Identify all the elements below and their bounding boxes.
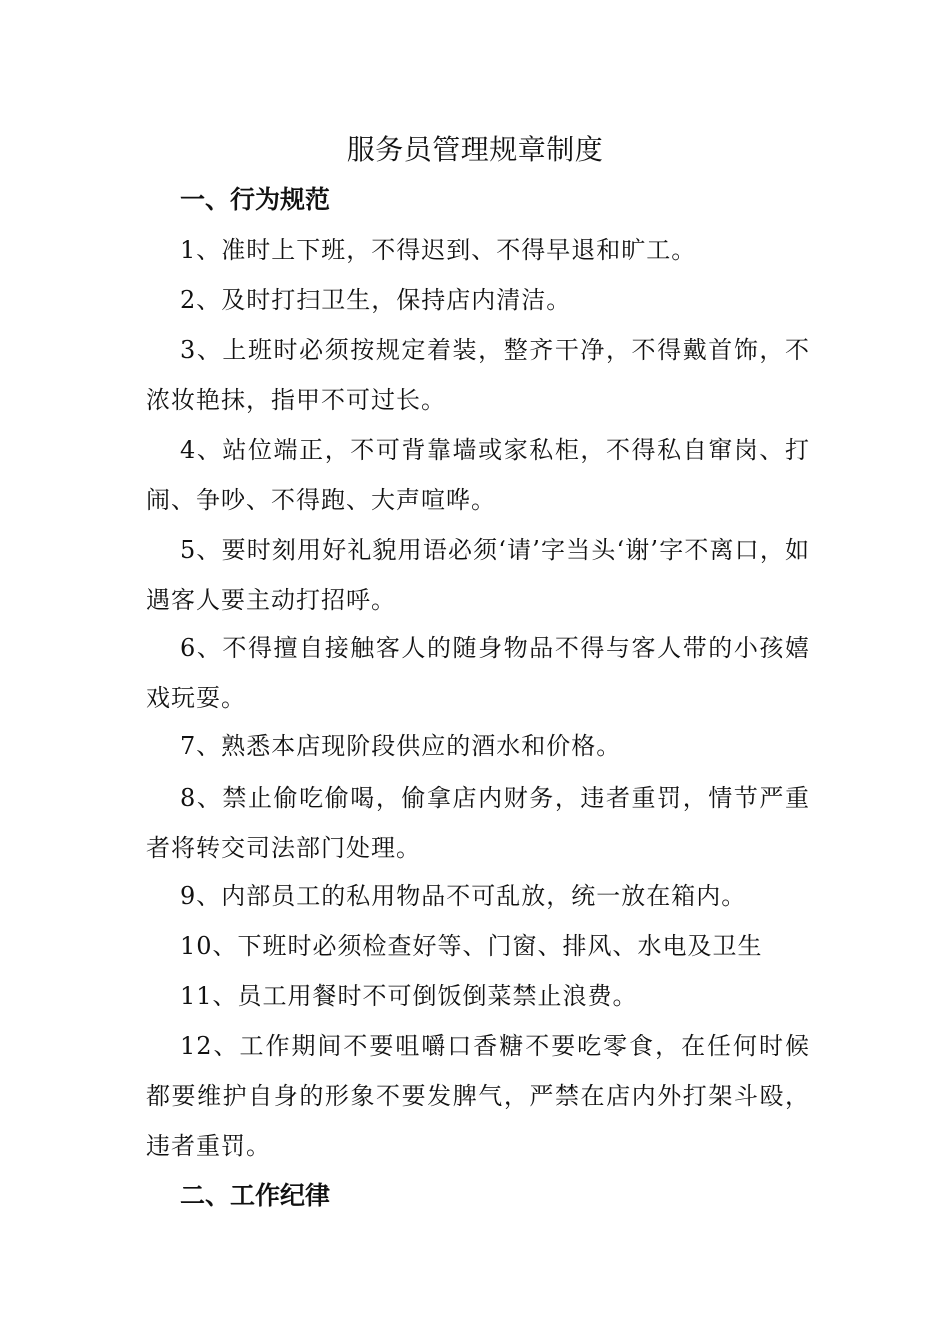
section-heading-discipline: 二、工作纪律 [180, 1181, 331, 1210]
rule-item-1: 1、准时上下班，不得迟到、不得早退和旷工。 [180, 236, 697, 264]
page-title: 服务员管理规章制度 [346, 133, 604, 166]
rule-item-5: 5、要时刻用好礼貌用语必须‘请’字当头‘谢’字不离口，如遇客人要主动打招呼。 [146, 536, 810, 614]
rule-item-11: 11、员工用餐时不可倒饭倒菜禁止浪费。 [180, 982, 638, 1010]
rule-item-10: 10、下班时必须检查好等、门窗、排风、水电及卫生 [180, 932, 763, 960]
rule-item-6: 6、不得擅自接触客人的随身物品不得与客人带的小孩嬉戏玩耍。 [146, 634, 810, 712]
rule-item-4: 4、站位端正，不可背靠墙或家私柜，不得私自窜岗、打闹、争吵、不得跑、大声喧哗。 [146, 436, 810, 514]
rule-item-3: 3、上班时必须按规定着装，整齐干净，不得戴首饰，不浓妆艳抹，指甲不可过长。 [146, 336, 810, 414]
rule-item-8: 8、禁止偷吃偷喝，偷拿店内财务，违者重罚，情节严重者将转交司法部门处理。 [146, 784, 810, 862]
rule-item-7: 7、熟悉本店现阶段供应的酒水和价格。 [180, 732, 622, 760]
rule-item-9: 9、内部员工的私用物品不可乱放，统一放在箱内。 [180, 882, 747, 910]
rule-item-12: 12、工作期间不要咀嚼口香糖不要吃零食，在任何时候都要维护自身的形象不要发脾气，严禁在店内外打架斗殴，违者重罚。 [146, 1032, 810, 1160]
section-heading-conduct: 一、行为规范 [180, 185, 331, 214]
rule-item-2: 2、及时打扫卫生，保持店内清洁。 [180, 286, 572, 314]
